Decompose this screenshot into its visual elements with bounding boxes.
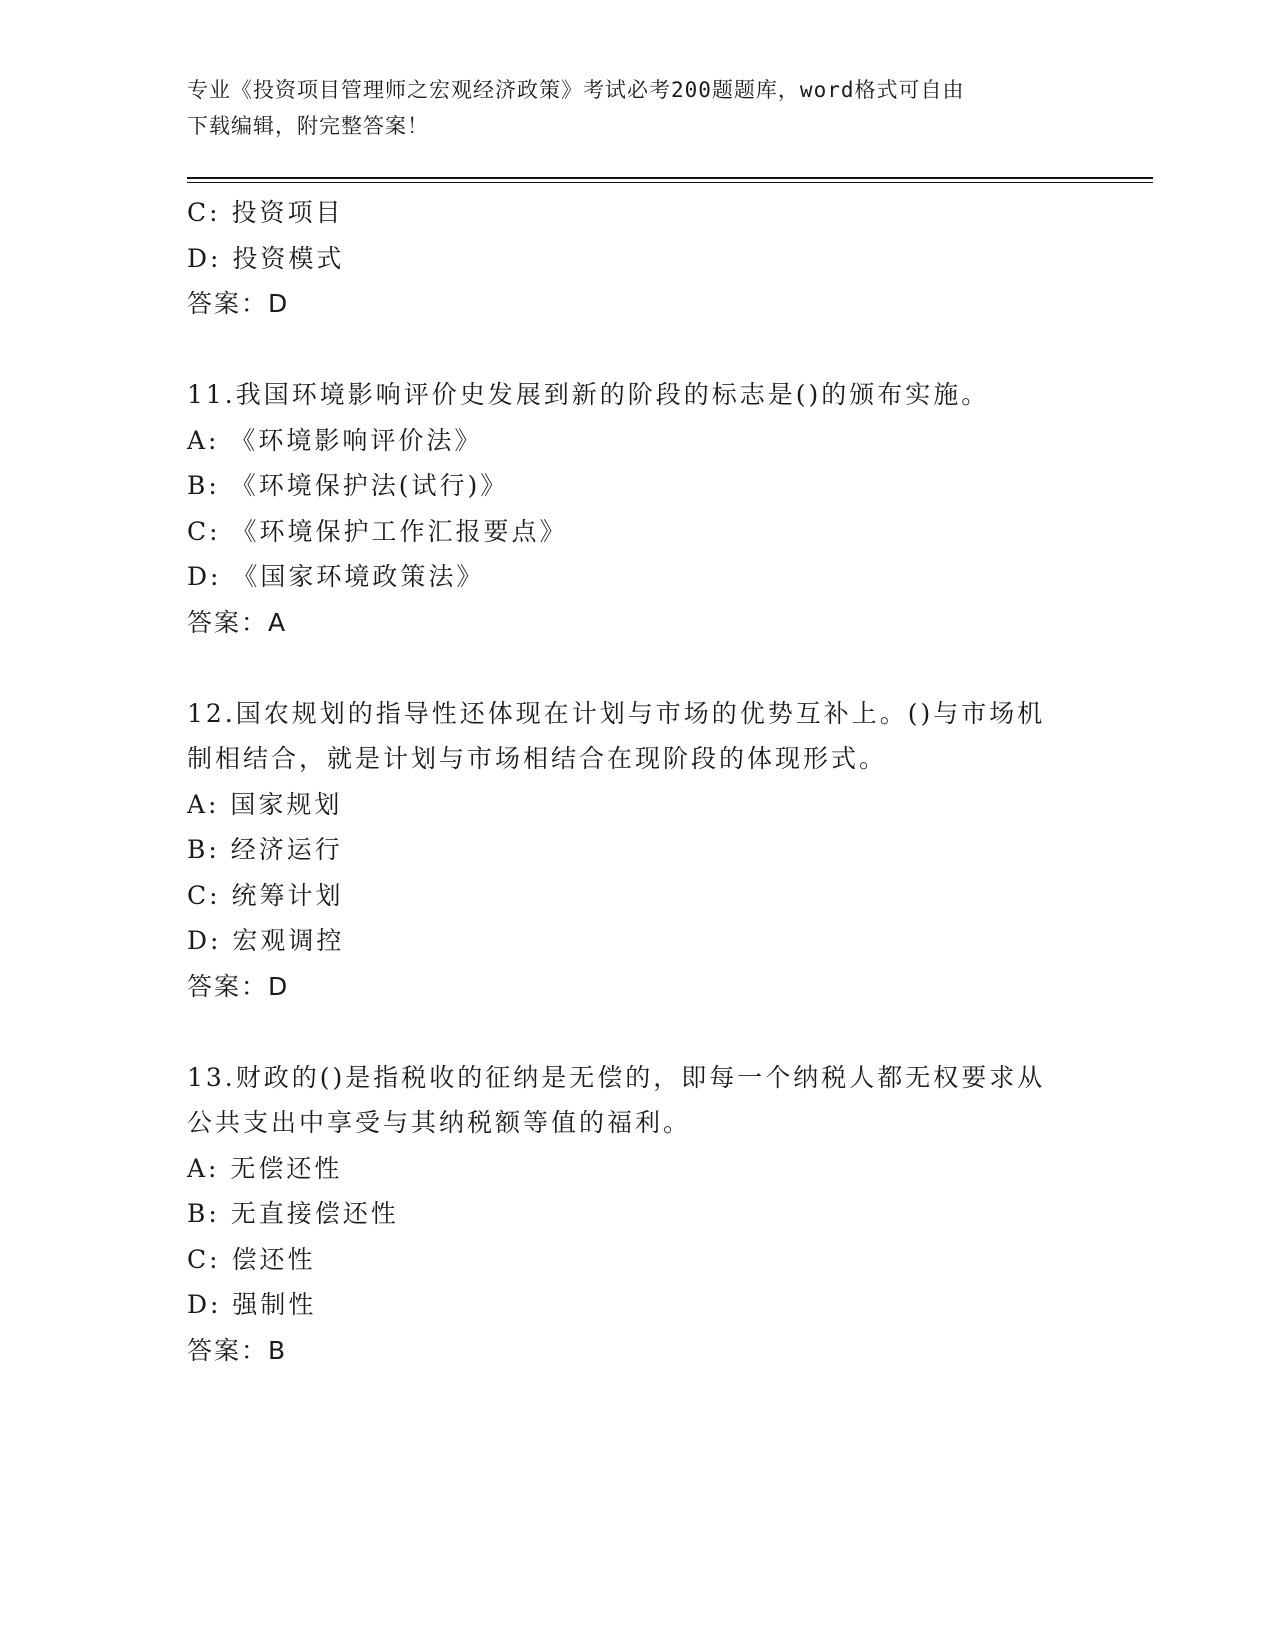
block-spacer [187,327,1087,373]
answer-line: 答案：D [187,971,290,1001]
option-c: C: 投资项目 [187,198,344,227]
option-d: D: 强制性 [187,1290,317,1319]
question-12 [187,691,1087,1010]
question-stem: 11.我国环境影响评价史发展到新的阶段的标志是()的颁布实施。 [187,380,990,409]
option-d: D: 投资模式 [187,243,345,273]
block-spacer [187,1009,1087,1055]
question-stem-line-1: 13.财政的()是指税收的征纳是无偿的，即每一个纳税人都无权要求从 [187,1062,1046,1092]
option-c: C: 《环境保护工作汇报要点》 [187,516,568,546]
option-a: A: 国家规划 [187,789,343,819]
header-rule-thick [187,177,1153,179]
question-stem-line-2: 公共支出中享受与其纳税额等值的福利。 [187,1108,692,1137]
option-d: D: 宏观调控 [187,926,345,955]
option-b: B: 无直接偿还性 [187,1199,399,1228]
option-c: C: 偿还性 [187,1244,316,1274]
header-line-2: 下载编辑，附完整答案！ [187,114,429,138]
header-line-1: 专业《投资项目管理师之宏观经济政策》考试必考200题题库，word格式可自由 [187,78,965,102]
question-stem-line-2: 制相结合，就是计划与市场相结合在现阶段的体现形式。 [187,744,888,773]
option-c: C: 统筹计划 [187,880,344,910]
question-11 [187,372,1087,645]
answer-line: 答案：A [187,607,288,637]
question-stem-line-1: 12.国农规划的指导性还体现在计划与市场的优势互补上。()与市场机 [187,698,1046,728]
option-a: A: 《环境影响评价法》 [187,425,483,455]
header-rule-thin [187,182,1153,183]
option-b: B: 《环境保护法(试行)》 [187,471,509,500]
question-13 [187,1055,1087,1374]
document-header [187,72,1087,144]
option-d: D: 《国家环境政策法》 [187,562,485,591]
option-b: B: 经济运行 [187,835,343,864]
prev-question-block [187,190,1087,327]
answer-line: 答案：D [187,289,290,318]
document-body [187,190,1087,1373]
block-spacer [187,645,1087,691]
answer-line: 答案：B [187,1335,288,1365]
option-a: A: 无偿还性 [187,1153,343,1183]
